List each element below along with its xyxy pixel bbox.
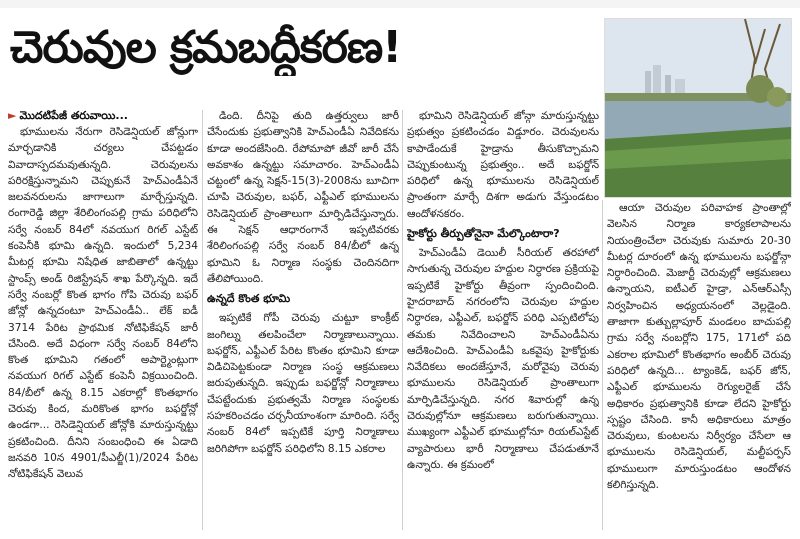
article-column-4 [607, 200, 791, 534]
article-column-3 [407, 108, 599, 534]
article-paragraph: డింది. దీనిపై తుది ఉత్తర్వులు జారీ చేసేందుకు ప్రభుత్వానికి హెచ్ఎండీఏ నివేదికను కూడా అందజేసింది. రేపోమాపో జీవో జారీ చేసే అవకాశం ఉన్నట్టు సమాచారం. హెచ్ఎండీఏ చట్టంలో ఉన్న సెక్షన్-15(3)-2008ను బూచిగా చూపి చెరువుల, బఫర్, ఎఫ్టీఎల్ భూములను రెసిడెన్షియల్ ప్రాంతాలుగా మార్పిడిచేస్తున్నారు. ఈ సెక్షన్ ఆధారంగానే ఇప్పటివరకు శేరిలింగంపల్లి సర్వే నంబర్ 84/బీలో ఉన్న భూమిని ఓ నిర్మాణ సంస్థకు చెందినదిగా తేలిపోయింది. [207, 110, 399, 285]
page-top-strip [0, 0, 800, 8]
article-paragraph: ఇప్పటికే గోపీ చెరువు చుట్టూ కాంక్రీట్ జంగిల్ను తలపించేలా నిర్మాణాలున్నాయి. బఫర్జోన్, ఎఫ్టీఎల్ పేరిట కొంతం భూమిని కూడా విడిచిపెట్టకుండా నిర్మాణ సంస్థ ఆక్రమణలు జరుపుతున్నది. ఇప్పుడు బఫర్జోన్లో నిర్మాణాలు చేపట్టేందుకు ప్రభుత్వమే నిర్మాణ సంస్థలకు సహకరించడం చర్చనీయాంశంగా మారింది. సర్వే నంబర్ 84లో ఇప్పటికే పూర్తి నిర్మాణాలు జరిగిపోగా బఫర్జోన్ పరిధిలోని 8.15 ఎకరాల [207, 312, 399, 455]
article-column-1 [8, 108, 198, 534]
lake-photo [604, 18, 792, 198]
subheading: హైకోర్టు తీర్పుతోనైనా మేల్కొంటారా? [407, 227, 560, 241]
subheading: ఉన్నదే కొంత భూమి [207, 292, 291, 306]
article-paragraph: భూములను నేరుగా రెసిడెన్షియల్ జోన్లుగా మార్చడానికి చర్యలు చేపట్టడం వివాదాస్పదమవుతున్నది. చెరువులను పరిరక్షిస్తున్నామని చెప్పుకునే హెచ్ఎండీఏనే జలవనరులను జాగాలుగా మార్చేస్తున్నది. రంగారెడ్డి జిల్లా శేరిలింగంపల్లి గ్రామ పరిధిలోని సర్వే నంబర్ 84లో నవయుగ రిగల్ ఎస్టేట్ కంపెనీకి భూమి ఉన్నది. ఇందులో 5,234 మీటర్ల భూమి నిషేధిత జాబితాలో ఉన్నట్టు స్టాంప్స్ అండ్ రిజిస్ట్రేషన్ శాఖ పేర్కొన్నది. ఇదే సర్వే నంబర్లో కొంత భాగం గోపి చెరువు బఫర్ జోన్లో ఉన్నదంటూ హెచ్ఎండీఏ.. లేక్ ఐడీ 3714 పేరిట ప్రాథమిక నోటిఫికేషన్ జారీ చేసింది. అదే విధంగా సర్వే నంబర్ 84లోని కొంత భూమిని గతంలో అపార్ట్మెంట్లుగా నవయుగ రిగల్ ఎస్టేట్ కంపెనీ విక్రయించింది. 84/బీలో ఉన్న 8.15 ఎకరాల్లో కొంతభాగం చెరువు కింద, మరికొంత భాగం బఫర్జోన్లో ఉండగా... రెసిడెన్షియల్ జోన్లోకి మారుస్తున్నట్టు ప్రకటించింది. దీనిని సంబంధించి ఈ ఏడాది జనవరి 10న 4901/పీఎల్జీ(1)/2024 పేరిట నోటిఫికేషన్ వెలువ [8, 126, 198, 481]
article-paragraph: ఆయా చెరువుల పరివాహక ప్రాంతాల్లో వెలసిన నిర్మాణ కార్యకలాపాలను నియంత్రించేలా చెరువుకు సుమారు 20-30 మీటర్ల దూరంలో ఉన్న భూములను బఫర్జోన్గా నిర్ధారించింది. మెజార్టీ చెరువుల్లో ఆక్రమణలు ఉన్నాయని, ఐటీఎల్ హైడ్రా, ఎన్ఆర్ఎస్సీ నిర్వహించిన అధ్యయనంలో వెల్లడైంది. తాజాగా కుత్బుల్లాపూర్ మండలం బాచుపల్లి గ్రామ సర్వే నంబర్లోని 175, 171లో పది ఎకరాల భూమిలో కొంతభాగం అంబీర్ చెరువు పరిధిలో ఉన్నది... ట్యాంకెడ్, బఫర్ జోన్, ఎఫ్టీఎల్ భూములను రెగ్యులరైజ్ చేసే అధికారం ప్రభుత్వానికి కూడా లేదని హైకోర్టు స్పష్టం చేసింది. కానీ అధికారులు మాత్రం చెరువులు, కుంటలను నిర్వీర్యం చేసేలా ఆ భూములను రెసిడెన్షియల్, మల్టీపర్పస్ భూములుగా మారుస్తుండటం ఆందోళన కలిగిస్తున్నది. [607, 202, 791, 492]
article-column-2 [207, 108, 399, 534]
kicker-arrow-icon: ► [8, 109, 17, 122]
article-paragraph: హెచ్ఎండీఏ డెయిలీ సీరియల్ తరహాలో సాగుతున్న చెరువుల హద్దుల నిర్ధారణ ప్రక్రియపై ఇప్పటికే హైకోర్టు తీవ్రంగా స్పందించింది. హైదరాబాద్ నగరంలోని చెరువుల హద్దుల నిర్ధారణ, ఎఫ్టీఎల్, బఫర్జోన్ పరిధి ఎప్పటిలోపు తమకు నివేదించాలని హెచ్ఎండీఏను ఆదేశించింది. హెచ్ఎండీఏ ఒకవైపు హైకోర్టుకు నివేదికలు అందజేస్తూనే, మరోవైపు చెరువు భూములను రెసిడెన్షియల్ ప్రాంతాలుగా మార్పిడిచేస్తున్నది. నగర శివారుల్లో ఉన్న చెరువుల్లోనూ ఆక్రమణలు బరుగుతున్నాయి. ముఖ్యంగా ఎఫ్టీఎల్ భూముల్లోనూ రియల్ఎస్టేట్ వ్యాపారులు భారీ నిర్మాణాలు చేపడుతూనే ఉన్నారు. ఈ క్రమంలో [407, 247, 599, 471]
article-kicker [8, 108, 198, 124]
column-divider [202, 110, 203, 530]
article-paragraph: భూమిని రెసిడెన్షియల్ జోన్గా మారుస్తున్నట్టు ప్రభుత్వం ప్రకటించడం విడ్డూరం. చెరువులను కాపాడేందుకే హైడ్రాను తీసుకొచ్చామని చెప్పుకుంటున్న ప్రభుత్వం.. అదే బఫర్జోన్ పరిధిలో ఉన్న భూములను రెసిడెన్షియల్ ప్రాంతంగా మార్చే దిశగా అడుగు వేస్తుండటం ఆందోళనకరం. [407, 110, 599, 220]
article-headline: చెరువుల క్రమబద్ధీకరణ! [10, 22, 402, 73]
column-divider [602, 200, 603, 530]
column-divider [402, 110, 403, 530]
kicker-text: మొదటిపేజీ తరువాయి... [19, 109, 128, 122]
lake-photo-illustration [605, 19, 791, 197]
